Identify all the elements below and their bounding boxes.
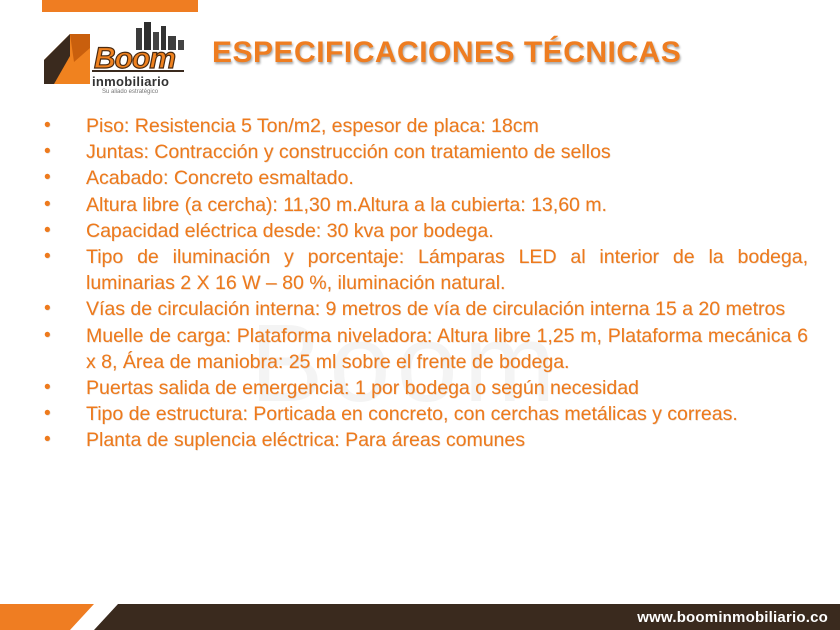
spec-text: Planta de suplencia eléctrica: Para áreas comunes [86,429,525,452]
spec-text: Altura libre (a cercha): 11,30 m.Altura a la cubierta: 13,60 m. [86,193,607,216]
spec-text: Tipo de estructura: Porticada en concreto, con cerchas metálicas y correas. [86,403,738,426]
bullet-icon: • [44,403,51,425]
spec-item [44,192,808,218]
bullet-icon: • [44,219,51,241]
spec-item [44,323,808,375]
spec-text: Vías de circulación interna: 9 metros de vía de circulación interna 15 a 20 metros [86,298,786,321]
spec-text: Muelle de carga: Plataforma niveladora: Altura libre 1,25 m, Plataforma mecánica 6 x 8, Área de maniobra: 25 ml sobre el frente de bodega. [86,324,808,373]
bullet-icon: • [44,115,51,136]
spec-text: Piso: Resistencia 5 Ton/m2, espesor de placa: 18cm [86,115,539,137]
spec-item [44,401,808,427]
bullet-icon: • [44,193,51,215]
spec-item [44,296,808,322]
spec-item [44,139,808,165]
spec-item [44,165,808,191]
bullet-icon: • [44,298,51,320]
bullet-icon: • [44,429,51,451]
bullet-icon: • [44,246,51,268]
spec-item [44,244,808,296]
company-logo [40,22,190,100]
logo-subtitle: inmobiliario [92,74,170,89]
spec-item [44,218,808,244]
bullet-icon: • [44,377,51,399]
bullet-icon: • [44,141,51,163]
page-title: ESPECIFICACIONES TÉCNICAS [212,36,682,69]
spec-item [44,113,808,139]
bullet-icon: • [44,167,51,189]
spec-text: Puertas salida de emergencia: 1 por bodega o según necesidad [86,377,639,400]
spec-text: Tipo de iluminación y porcentaje: Lámparas LED al interior de la bodega, luminarias 2 X 16 W – 80 %, iluminación natural. [86,246,808,295]
logo-tagline: Su aliado estratégico [102,89,159,95]
logo-wordmark: Boom [94,42,175,75]
spec-item [44,375,808,401]
spec-item [44,427,808,453]
footer-website-link[interactable]: www.boominmobiliario.co [637,609,828,626]
spec-list [44,113,808,454]
bullet-icon: • [44,324,51,346]
spec-text: Acabado: Concreto esmaltado. [86,167,354,190]
spec-text: Capacidad eléctrica desde: 30 kva por bodega. [86,219,494,242]
spec-text: Juntas: Contracción y construcción con tratamiento de sellos [86,141,611,164]
top-accent-bar [42,0,198,12]
